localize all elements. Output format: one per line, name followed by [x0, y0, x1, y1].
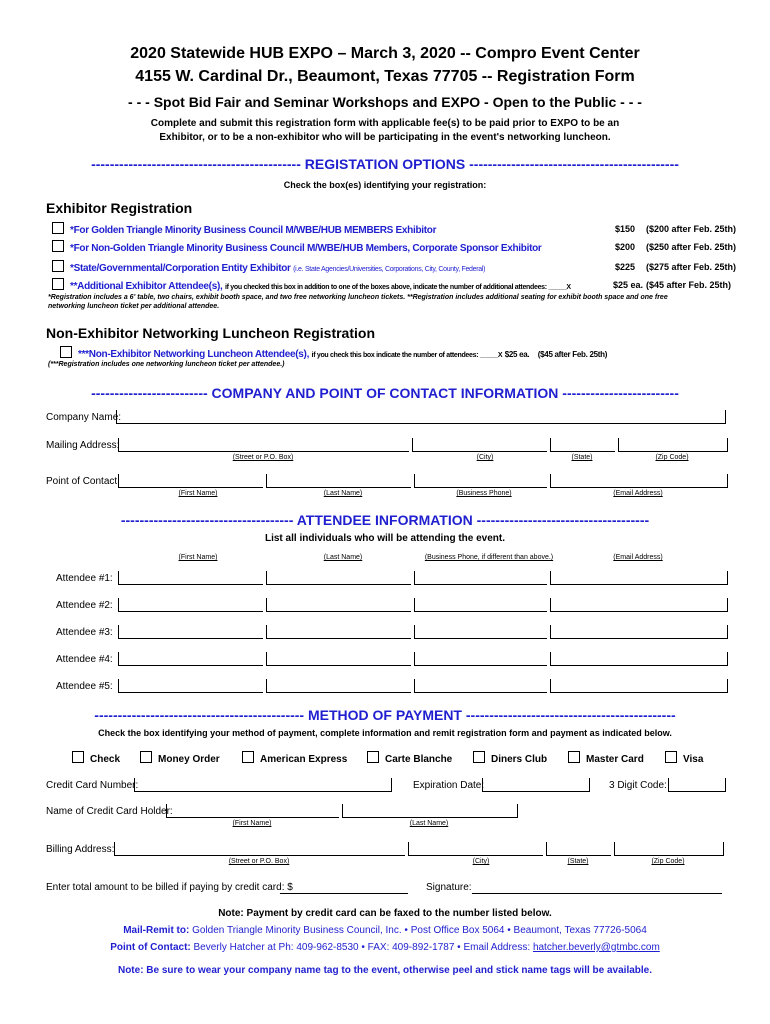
expiration-date-label: Expiration Date:	[413, 780, 485, 791]
checkbox[interactable]	[473, 751, 485, 763]
method-label: Money Order	[158, 754, 220, 765]
amount-field[interactable]	[280, 880, 408, 894]
billing-city-caption: (City)	[472, 858, 490, 865]
exhibitor-footnote-1: *Registration includes a 6' table, two chairs, exhibit booth space, and two free networking luncheon tickets. **Registration includes additional seating for exhibit booth space and one free	[48, 294, 668, 301]
late-price: ($45 after Feb. 25th)	[646, 280, 732, 290]
contact-line	[0, 942, 770, 953]
attendee-phone-field[interactable]	[414, 679, 547, 693]
attendee-last-name-field[interactable]	[266, 598, 411, 612]
checkbox[interactable]	[52, 240, 64, 252]
billing-zip-caption: (Zip Code)	[651, 858, 685, 865]
title-line-3: - - - Spot Bid Fair and Seminar Workshops and EXPO - Open to the Public - - -	[128, 94, 642, 110]
billing-address-label: Billing Address:	[46, 844, 115, 855]
method-visa[interactable]	[665, 751, 703, 765]
mail-remit-label: Mail-Remit to:	[123, 925, 190, 936]
contact-phone-field[interactable]	[414, 474, 547, 488]
nonexhibitor-heading: Non-Exhibitor Networking Luncheon Registration	[46, 325, 375, 341]
billing-city-field[interactable]	[408, 842, 543, 856]
exhibitor-heading: Exhibitor Registration	[46, 200, 193, 216]
intro-line-1: Complete and submit this registration form with applicable fee(s) to be paid prior to EXPO to be an	[150, 118, 620, 129]
attendee-last-name-field[interactable]	[266, 652, 411, 666]
intro-line-2: Exhibitor, or to be a non-exhibitor who will be participating in the event's networking luncheon.	[159, 132, 611, 143]
attendee-phone-field[interactable]	[414, 571, 547, 585]
option-note: if you check this box indicate the number of attendees: _____X	[311, 352, 503, 359]
exhibitor-footnote-2: networking luncheon ticket per additional attendee.	[48, 303, 220, 310]
attendee-first-name-field[interactable]	[118, 652, 263, 666]
method-label: Diners Club	[491, 754, 548, 765]
price: $25 ea.	[613, 280, 644, 290]
attendee-last-name-field[interactable]	[266, 571, 411, 585]
attendee-row-label: Attendee #3:	[56, 627, 113, 638]
mailing-address-label: Mailing Address:	[46, 440, 120, 451]
checkbox[interactable]	[72, 751, 84, 763]
checkbox[interactable]	[367, 751, 379, 763]
card-holder-first-field[interactable]	[166, 804, 339, 818]
company-name-label: Company Name:	[46, 412, 122, 423]
method-carte-blanche[interactable]	[367, 751, 452, 765]
mailing-zip-caption: (Zip Code)	[655, 454, 689, 461]
attendee-email-field[interactable]	[550, 625, 728, 639]
expiration-date-field[interactable]	[482, 778, 590, 792]
checkbox[interactable]	[242, 751, 254, 763]
signature-label: Signature:	[426, 882, 472, 893]
mailing-street-field[interactable]	[118, 438, 409, 452]
mailing-state-caption: (State)	[571, 454, 593, 461]
attendee-first-name-field[interactable]	[118, 679, 263, 693]
exhibitor-option-1[interactable]	[52, 222, 436, 236]
email-link[interactable]: hatcher.beverly@gtmbc.com	[532, 942, 660, 953]
company-heading: ------------------------- COMPANY AND POINT OF CONTACT INFORMATION -------------------------	[91, 385, 679, 401]
attendee-first-name-field[interactable]	[118, 598, 263, 612]
attendee-email-caption: (Email Address)	[613, 554, 663, 561]
method-american-express[interactable]	[242, 751, 347, 765]
exhibitor-option-3[interactable]	[52, 260, 485, 274]
billing-zip-field[interactable]	[614, 842, 724, 856]
contact-email-caption: (Email Address)	[613, 490, 663, 497]
attendee-email-field[interactable]	[550, 652, 728, 666]
price: $150	[615, 224, 636, 234]
exhibitor-option-4[interactable]	[52, 278, 571, 292]
option-label: *For Golden Triangle Minority Business Council M/WBE/HUB MEMBERS Exhibitor	[70, 225, 437, 236]
method-master-card[interactable]	[568, 751, 644, 765]
method-check[interactable]	[72, 751, 120, 765]
option-label: ***Non-Exhibitor Networking Luncheon Attendee(s),	[78, 349, 310, 360]
contact-phone-caption: (Business Phone)	[456, 490, 512, 497]
contact-last-name-field[interactable]	[266, 474, 411, 488]
option-label: *For Non-Golden Triangle Minority Business Council M/WBE/HUB Members, Corporate Sponsor Exhibitor	[70, 243, 542, 254]
credit-card-number-label: Credit Card Number:	[46, 780, 139, 791]
payment-instruction: Check the box identifying your method of payment, complete information and remit registration form and payment as indicated below.	[98, 728, 672, 738]
method-label: Carte Blanche	[385, 754, 453, 765]
late-price: ($250 after Feb. 25th)	[646, 242, 737, 252]
mailing-city-caption: (City)	[476, 454, 494, 461]
contact-last-caption: (Last Name)	[323, 490, 363, 497]
mail-remit-line	[0, 925, 770, 936]
card-holder-first-caption: (First Name)	[232, 820, 272, 827]
signature-field[interactable]	[472, 880, 722, 894]
contact-first-name-field[interactable]	[118, 474, 263, 488]
fax-note: Note: Payment by credit card can be faxed to the number listed below.	[218, 908, 552, 919]
point-of-contact-label: Point of Contact:	[46, 476, 120, 487]
mailing-city-field[interactable]	[412, 438, 547, 452]
name-tag-note: Note: Be sure to wear your company name tag to the event, otherwise peel and stick name tags will be available.	[117, 965, 653, 976]
billing-state-caption: (State)	[567, 858, 589, 865]
checkbox[interactable]	[140, 751, 152, 763]
attendee-instruction: List all individuals who will be attending the event.	[264, 533, 506, 544]
attendee-last-caption: (Last Name)	[323, 554, 363, 561]
digit-code-label: 3 Digit Code:	[609, 780, 667, 791]
exhibitor-option-2[interactable]	[52, 240, 542, 254]
late-price: ($200 after Feb. 25th)	[646, 224, 737, 234]
amount-label: Enter total amount to be billed if paying by credit card: $	[46, 882, 293, 893]
option-note: if you checked this box in addition to one of the boxes above, indicate the number of additional attendees: _____X	[224, 284, 571, 291]
attendee-row-label: Attendee #4:	[56, 654, 113, 665]
attendee-email-field[interactable]	[550, 679, 728, 693]
card-holder-last-field[interactable]	[342, 804, 518, 818]
method-label: American Express	[260, 754, 348, 765]
registration-instruction: Check the box(es) identifying your registration:	[283, 180, 487, 190]
contact-first-caption: (First Name)	[178, 490, 218, 497]
attendee-phone-field[interactable]	[414, 625, 547, 639]
contact-email-field[interactable]	[550, 474, 728, 488]
attendee-last-name-field[interactable]	[266, 625, 411, 639]
price: $225	[615, 262, 636, 272]
mailing-state-field[interactable]	[550, 438, 615, 452]
mailing-street-caption: (Street or P.O. Box)	[232, 454, 294, 461]
attendee-email-field[interactable]	[550, 598, 728, 612]
method-label: Master Card	[586, 754, 644, 765]
method-label: Check	[90, 754, 121, 765]
billing-street-caption: (Street or P.O. Box)	[228, 858, 290, 865]
mail-remit-address: Golden Triangle Minority Business Council, Inc. • Post Office Box 5064 • Beaumont, Texas 77726-5064	[192, 925, 647, 936]
billing-state-field[interactable]	[546, 842, 611, 856]
contact-label: Point of Contact:	[110, 942, 191, 953]
title-line-1: 2020 Statewide HUB EXPO – March 3, 2020 -- Compro Event Center	[130, 45, 640, 62]
method-label: Visa	[683, 754, 704, 765]
attendee-row-label: Attendee #1:	[56, 573, 113, 584]
method-money-order[interactable]	[140, 751, 220, 765]
company-name-field[interactable]	[116, 410, 726, 424]
checkbox[interactable]	[568, 751, 580, 763]
credit-card-number-field[interactable]	[134, 778, 392, 792]
option-label: **Additional Exhibitor Attendee(s),	[70, 281, 223, 292]
nonexhibitor-option[interactable]	[60, 346, 607, 360]
registration-options-heading: --------------------------------------------- REGISTATION OPTIONS ---------------------------------------------	[91, 156, 679, 172]
attendee-heading: ------------------------------------- ATTENDEE INFORMATION -------------------------------------	[120, 512, 650, 528]
attendee-last-name-field[interactable]	[266, 679, 411, 693]
price: $200	[615, 242, 636, 252]
attendee-first-caption: (First Name)	[178, 554, 218, 561]
attendee-row-label: Attendee #2:	[56, 600, 113, 611]
checkbox[interactable]	[60, 346, 72, 358]
late-price: ($275 after Feb. 25th)	[646, 262, 737, 272]
attendee-first-name-field[interactable]	[118, 571, 263, 585]
method-diners-club[interactable]	[473, 751, 547, 765]
card-holder-last-caption: (Last Name)	[409, 820, 449, 827]
attendee-email-field[interactable]	[550, 571, 728, 585]
nonexhibitor-footnote: (***Registration includes one networking luncheon ticket per attendee.)	[48, 361, 285, 368]
attendee-phone-field[interactable]	[414, 652, 547, 666]
checkbox[interactable]	[52, 278, 64, 290]
contact-details: Beverly Hatcher at Ph: 409-962-8530 • FAX: 409-892-1787 • Email Address:	[193, 942, 531, 953]
attendee-row-label: Attendee #5:	[56, 681, 113, 692]
option-note: (i.e. State Agencies/Universities, Corporations, City, County, Federal)	[293, 266, 486, 273]
attendee-phone-field[interactable]	[414, 598, 547, 612]
option-label: *State/Governmental/Corporation Entity Exhibitor	[70, 263, 291, 274]
billing-street-field[interactable]	[114, 842, 405, 856]
checkbox[interactable]	[665, 751, 677, 763]
card-holder-label: Name of Credit Card Holder:	[46, 806, 173, 817]
mailing-zip-field[interactable]	[618, 438, 728, 452]
attendee-phone-caption: (Business Phone, if different than above.)	[424, 554, 554, 561]
payment-heading: --------------------------------------------- METHOD OF PAYMENT ---------------------------------------------	[94, 707, 676, 723]
checkbox[interactable]	[52, 260, 64, 272]
late-price: ($45 after Feb. 25th)	[537, 350, 608, 359]
checkbox[interactable]	[52, 222, 64, 234]
price: $25 ea.	[504, 350, 530, 359]
attendee-first-name-field[interactable]	[118, 625, 263, 639]
digit-code-field[interactable]	[668, 778, 726, 792]
title-line-2: 4155 W. Cardinal Dr., Beaumont, Texas 77705 -- Registration Form	[135, 68, 635, 85]
